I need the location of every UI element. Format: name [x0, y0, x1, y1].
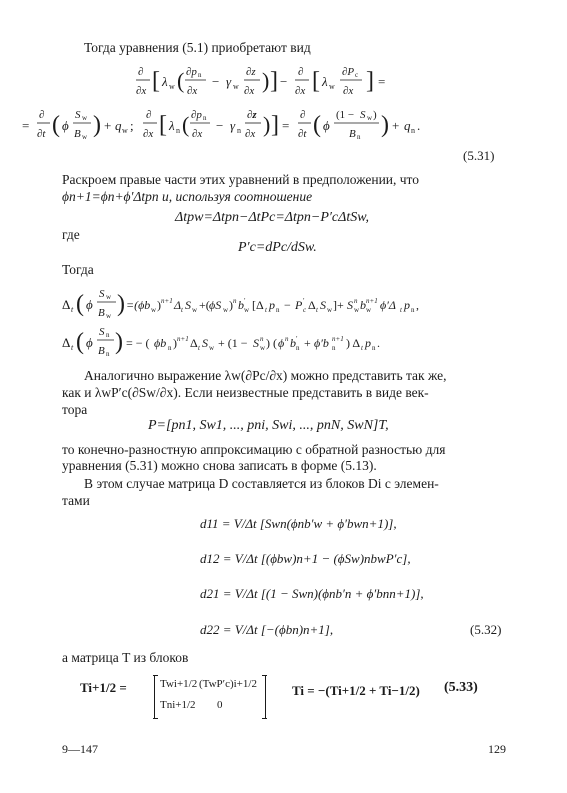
svg-text:w: w [82, 114, 88, 122]
svg-text:−: − [212, 74, 220, 89]
svg-text:b: b [290, 336, 296, 350]
t-matrix-m12: (TwP′c)i+1/2 [199, 678, 257, 690]
equation-delta: Δtpw=Δtpn−ΔtPc=Δtpn−P′cΔtSw, [175, 210, 370, 225]
svg-text:ϕ: ϕ [86, 297, 93, 312]
equation-d12: d12 = V/Δt [(ϕbw)n+1 − (ϕSw)nbwP′c], [200, 551, 411, 566]
svg-text:(1 −: (1 − [336, 109, 355, 121]
svg-text:c: c [355, 71, 359, 79]
svg-text:ϕS: ϕS [209, 298, 222, 312]
svg-text:n: n [285, 335, 289, 343]
svg-text:ϕ: ϕ [278, 336, 285, 350]
svg-text:B: B [98, 345, 105, 357]
svg-text:w: w [233, 82, 239, 91]
paragraph-4-line-1: В этом случае матрица D составляется из блоков Di с элемен- [84, 476, 439, 491]
svg-text:): ) [93, 112, 101, 138]
svg-text:): ) [157, 298, 161, 312]
svg-text:w: w [354, 306, 360, 314]
svg-text:w: w [106, 293, 112, 301]
label-togda: Тогда [62, 262, 94, 277]
svg-text:n+1: n+1 [366, 297, 378, 305]
svg-text:;: ; [130, 118, 134, 133]
equation-number-531: (5.31) [463, 148, 495, 163]
svg-text:w: w [260, 344, 266, 352]
svg-text:[: [ [159, 112, 167, 138]
svg-text:t: t [265, 306, 267, 314]
equation-d22: d22 = V/Δt [−(ϕbn)n+1], [200, 622, 334, 637]
svg-text:−: − [280, 74, 288, 89]
svg-text:P: P [295, 298, 303, 312]
svg-text:∂t: ∂t [298, 128, 307, 140]
svg-text:): ) [373, 109, 377, 121]
svg-text:n: n [332, 344, 336, 352]
svg-text:[Δ: [Δ [252, 298, 264, 312]
svg-text:∂: ∂ [39, 109, 45, 121]
svg-text:n: n [354, 297, 358, 305]
t-matrix-lhs: Ti+1/2 = [80, 680, 127, 695]
svg-text:w: w [244, 306, 250, 314]
svg-text:∂x: ∂x [143, 128, 154, 140]
svg-text:S: S [99, 288, 105, 300]
svg-text:): ) [262, 68, 270, 93]
svg-text:(: ( [177, 68, 185, 93]
svg-text:(: ( [76, 291, 84, 317]
svg-text:) (: ) ( [266, 336, 277, 350]
svg-text:S: S [347, 298, 353, 312]
svg-text:): ) [115, 329, 123, 355]
paragraph-1-line-2: ϕn+1=ϕn+ϕ′Δtpn и, используя соотношение [62, 189, 313, 204]
svg-text:S: S [202, 336, 208, 350]
svg-text:∂: ∂ [146, 109, 152, 121]
equation-number-533: (5.33) [444, 680, 478, 695]
svg-text:n: n [233, 297, 237, 305]
svg-text:]: ] [366, 68, 374, 94]
paragraph-2-line-1: Аналогично выражение λw(∂Pc/∂x) можно представить так же, [84, 368, 447, 383]
svg-text:w: w [327, 306, 333, 314]
svg-text:p: p [404, 298, 410, 312]
svg-text:′: ′ [244, 297, 246, 305]
paragraph-5: а матрица T из блоков [62, 650, 189, 665]
equation-pc: P′c=dPc/dSw. [238, 240, 317, 255]
svg-text:c: c [303, 306, 307, 314]
svg-text:= − (: = − ( [126, 336, 150, 350]
svg-text:−: − [284, 298, 291, 312]
svg-text:Δ: Δ [62, 335, 71, 350]
svg-text:t: t [181, 306, 183, 314]
svg-text:n: n [372, 344, 376, 352]
svg-text:∂: ∂ [138, 66, 144, 78]
svg-text:w: w [151, 306, 157, 314]
svg-text:∂p: ∂p [191, 109, 202, 121]
svg-text:w: w [169, 82, 175, 91]
svg-text:ϕ′Δ: ϕ′Δ [380, 298, 396, 312]
svg-text:′: ′ [296, 335, 298, 343]
svg-text:∂z: ∂z [247, 109, 257, 121]
svg-text:=: = [282, 118, 290, 133]
paragraph-2-line-3: тора [62, 402, 88, 417]
equation-d11: d11 = V/Δt [Swn(ϕnb′w + ϕ′bwn+1)], [200, 516, 397, 531]
equation-d21: d21 = V/Δt [(1 − Swn)(ϕnb′n + ϕ′bnn+1)], [200, 586, 424, 601]
equation-531-bottom [22, 106, 552, 152]
svg-text:λ: λ [322, 74, 328, 89]
svg-text:Δ: Δ [190, 336, 198, 350]
equation-531-top [136, 64, 421, 108]
svg-text:n: n [168, 344, 172, 352]
svg-text:w: w [223, 306, 229, 314]
t-matrix-m21: Tni+1/2 [160, 699, 196, 711]
svg-text:(: ( [76, 329, 84, 355]
paragraph-1-line-1: Раскроем правые части этих уравнений в предположении, что [62, 172, 420, 187]
svg-text:n+1: n+1 [332, 335, 344, 343]
svg-text:]: ] [270, 68, 278, 94]
svg-text:]: ] [271, 112, 279, 138]
svg-text:[: [ [312, 68, 320, 94]
equation-number-532: (5.32) [470, 622, 502, 637]
svg-text:n: n [106, 331, 110, 339]
svg-text:+(: +( [199, 298, 210, 312]
svg-text:n+1: n+1 [161, 297, 173, 305]
svg-text:S: S [99, 326, 105, 338]
svg-text:∂x: ∂x [343, 85, 354, 97]
t-matrix-m11: Twi+1/2 [160, 678, 198, 690]
svg-text:n: n [411, 306, 415, 314]
t-rhs-equation: Ti = −(Ti+1/2 + Ti−1/2) [292, 683, 420, 698]
t-matrix-bracket [154, 675, 266, 719]
svg-text:q: q [115, 118, 122, 133]
svg-text:γ: γ [226, 74, 232, 89]
svg-text:.: . [377, 336, 380, 350]
svg-text:w: w [367, 114, 373, 122]
svg-text:n: n [106, 350, 110, 358]
svg-text:′: ′ [303, 297, 305, 305]
footer-signature: 9—147 [62, 742, 98, 756]
svg-text:S: S [253, 336, 259, 350]
svg-text:[: [ [152, 68, 160, 94]
svg-text:.: . [417, 118, 421, 133]
svg-text:w: w [209, 344, 215, 352]
svg-text:(: ( [182, 112, 190, 137]
svg-text:n+1: n+1 [177, 335, 189, 343]
svg-text:B: B [349, 128, 356, 140]
svg-text:p: p [269, 298, 275, 312]
equation-vector: P=[pn1, Sw1, ..., pni, Swi, ..., pnN, SwN]T, [148, 418, 389, 433]
svg-text:Δ: Δ [62, 297, 71, 312]
svg-text:w: w [366, 306, 372, 314]
svg-text:+ (1 −: + (1 − [218, 336, 248, 350]
svg-text:t: t [198, 344, 200, 352]
svg-text:n: n [296, 344, 300, 352]
svg-text:B: B [98, 307, 105, 319]
svg-text:n: n [276, 306, 280, 314]
svg-text:): ) [117, 291, 125, 317]
paragraph-4-line-2: тами [62, 493, 90, 508]
svg-text:=: = [22, 118, 30, 133]
svg-text:∂x: ∂x [245, 128, 256, 140]
svg-text:ϕ: ϕ [62, 118, 69, 133]
svg-text:t: t [71, 343, 74, 352]
svg-text:∂z: ∂z [246, 66, 256, 78]
svg-text:ϕ′b: ϕ′b [314, 336, 329, 350]
svg-text:(: ( [52, 112, 60, 138]
svg-text:w: w [329, 82, 335, 91]
svg-text:): ) [263, 112, 271, 137]
svg-text:t: t [71, 305, 74, 314]
svg-text:∂x: ∂x [187, 85, 198, 97]
svg-text:n: n [411, 126, 415, 135]
svg-text:) Δ: ) Δ [346, 336, 361, 350]
svg-text:S: S [185, 298, 191, 312]
svg-text:∂: ∂ [300, 109, 306, 121]
paragraph-3-line-2: уравнения (5.31) можно снова записать в форме (5.13). [62, 458, 377, 473]
svg-text:w: w [122, 126, 128, 135]
svg-text:+: + [104, 118, 112, 133]
svg-text:n: n [237, 126, 241, 135]
svg-text:t: t [361, 344, 363, 352]
svg-text:ϕ: ϕ [323, 118, 330, 133]
svg-text:∂x: ∂x [244, 85, 255, 97]
svg-text:n: n [260, 335, 264, 343]
svg-text:t: t [316, 306, 318, 314]
svg-text:λ: λ [162, 74, 168, 89]
svg-text:q: q [404, 118, 411, 133]
svg-text:ϕ: ϕ [86, 335, 93, 350]
svg-text:S: S [360, 109, 366, 121]
svg-text:t: t [400, 306, 402, 314]
svg-text:=: = [378, 74, 386, 89]
label-gde: где [62, 227, 80, 242]
svg-text:n: n [203, 114, 207, 122]
svg-text:w: w [106, 312, 112, 320]
svg-text:): ) [229, 298, 233, 312]
svg-text:S: S [320, 298, 326, 312]
svg-text:w: w [82, 133, 88, 141]
svg-text:γ: γ [230, 118, 236, 133]
svg-text:∂x: ∂x [192, 128, 203, 140]
equation-dt-n [62, 323, 502, 367]
svg-text:Δ: Δ [308, 298, 316, 312]
svg-text:B: B [74, 128, 81, 140]
svg-text:∂x: ∂x [295, 85, 306, 97]
svg-text:λ: λ [169, 118, 175, 133]
svg-text:): ) [381, 112, 389, 138]
svg-text:+: + [304, 336, 311, 350]
svg-text:∂x: ∂x [136, 85, 147, 97]
svg-text:=(ϕb: =(ϕb [126, 298, 151, 312]
svg-text:∂t: ∂t [37, 128, 46, 140]
svg-text:∂: ∂ [298, 66, 304, 78]
intro-text: Тогда уравнения (5.1) приобретают вид [84, 40, 311, 55]
svg-text:∂P: ∂P [342, 66, 355, 78]
svg-text:+: + [392, 118, 400, 133]
svg-text:−: − [216, 118, 224, 133]
svg-text:n: n [198, 71, 202, 79]
t-matrix-m22: 0 [217, 699, 223, 711]
svg-text:w: w [192, 306, 198, 314]
svg-text:b: b [360, 298, 366, 312]
svg-text:n: n [176, 126, 180, 135]
svg-text:b: b [238, 298, 244, 312]
page-number: 129 [488, 742, 506, 756]
svg-text:ϕb: ϕb [154, 336, 167, 350]
svg-text:): ) [173, 336, 177, 350]
svg-text:p: p [365, 336, 371, 350]
svg-text:S: S [75, 109, 81, 121]
paragraph-3-line-1: то конечно-разностную аппроксимацию с обратной разностью для [62, 442, 446, 457]
svg-text:]+: ]+ [333, 298, 344, 312]
svg-text:n: n [357, 133, 361, 141]
svg-text:,: , [416, 298, 419, 312]
svg-text:Δ: Δ [174, 298, 182, 312]
svg-text:∂p: ∂p [186, 66, 197, 78]
svg-text:(: ( [313, 112, 321, 138]
paragraph-2-line-2: как и λwP′c(∂Sw/∂x). Если неизвестные представить в виде век- [62, 385, 429, 400]
